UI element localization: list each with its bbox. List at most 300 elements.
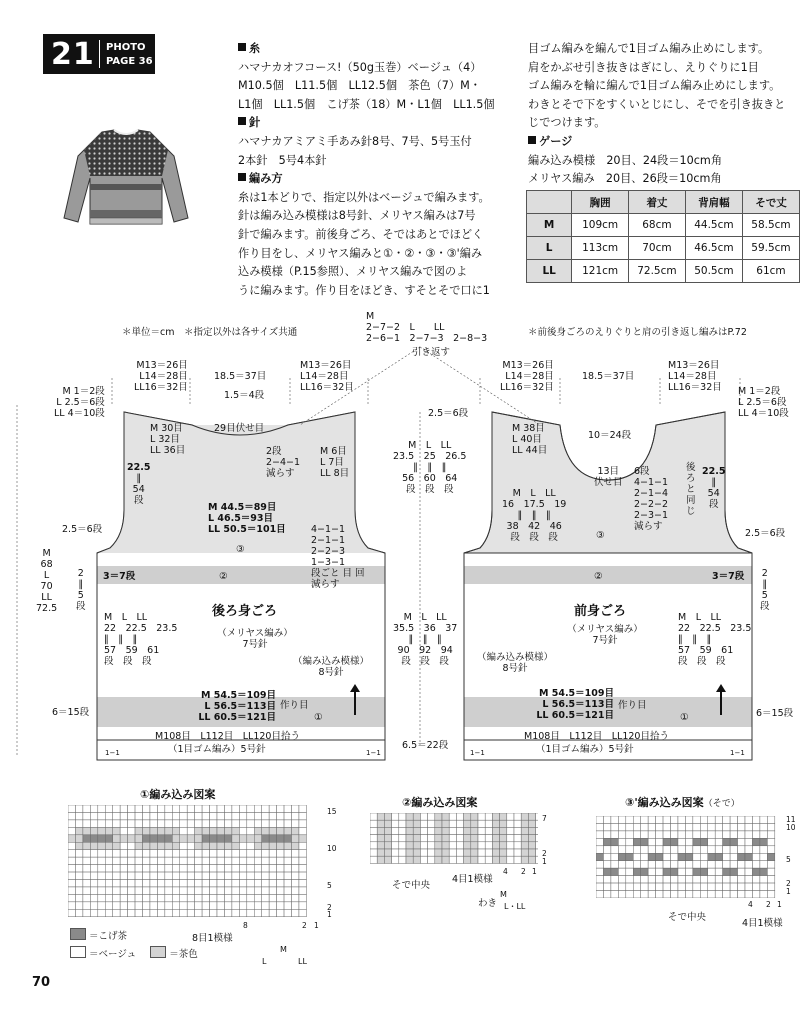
chart-cell bbox=[180, 857, 187, 864]
chart-cell bbox=[723, 861, 730, 868]
chart-cell bbox=[195, 909, 202, 916]
chart-cell bbox=[708, 891, 715, 898]
chart-cell bbox=[536, 849, 538, 856]
chart-cell bbox=[247, 812, 254, 819]
chart-cell bbox=[292, 894, 299, 901]
chart-cell bbox=[247, 909, 254, 916]
chart-cell bbox=[406, 835, 413, 842]
chart-cell bbox=[663, 853, 670, 860]
chart-cell bbox=[269, 820, 276, 827]
chart-cell bbox=[500, 813, 507, 820]
chart-cell bbox=[172, 894, 179, 901]
chart-cell bbox=[648, 861, 655, 868]
chart-cell bbox=[618, 831, 625, 838]
chart-cell bbox=[150, 850, 157, 857]
chart-cell bbox=[165, 842, 172, 849]
chart-cell bbox=[277, 909, 284, 916]
chart-cell bbox=[671, 876, 678, 883]
chart-cell bbox=[626, 823, 633, 830]
back-stockinette-label: （メリヤス編み） 7号針 bbox=[217, 628, 293, 650]
chart-cell bbox=[730, 876, 737, 883]
chart-cell bbox=[384, 827, 391, 834]
front-neck-width: 18.5＝37目 bbox=[582, 371, 635, 382]
chart-cell bbox=[618, 876, 625, 883]
chart-cell bbox=[656, 823, 663, 830]
chart-cell bbox=[603, 831, 610, 838]
chart-cell bbox=[420, 849, 427, 856]
chart3-col-2: 2 bbox=[766, 900, 771, 909]
chart-cell bbox=[269, 850, 276, 857]
chart-cell bbox=[90, 850, 97, 857]
chart-cell bbox=[68, 805, 75, 812]
chart-cell bbox=[299, 835, 306, 842]
chart-cell bbox=[767, 816, 774, 823]
chart-cell bbox=[83, 872, 90, 879]
chart-cell bbox=[449, 842, 456, 849]
chart-cell bbox=[210, 850, 217, 857]
chart-cell bbox=[202, 805, 209, 812]
chart-cell bbox=[210, 872, 217, 879]
chart-cell bbox=[157, 880, 164, 887]
chart-cell bbox=[492, 813, 499, 820]
chart-cell bbox=[700, 876, 707, 883]
chart-cell bbox=[232, 887, 239, 894]
front-same-as-back: 後ろと同じ bbox=[686, 462, 696, 517]
chart-cell bbox=[671, 853, 678, 860]
chart-cell bbox=[299, 812, 306, 819]
chart-cell bbox=[128, 880, 135, 887]
chart-cell bbox=[195, 805, 202, 812]
chart-cell bbox=[685, 876, 692, 883]
chart-cell bbox=[384, 849, 391, 856]
chart-cell bbox=[157, 805, 164, 812]
chart-cell bbox=[105, 880, 112, 887]
chart-cell bbox=[262, 812, 269, 819]
chart-cell bbox=[83, 880, 90, 887]
chart-cell bbox=[626, 883, 633, 890]
chart-cell bbox=[277, 820, 284, 827]
chart-cell bbox=[105, 865, 112, 872]
back-pattern-label: （編み込み模様） 8号針 bbox=[292, 656, 369, 678]
chart-cell bbox=[277, 902, 284, 909]
mid-armhole-height: M L LL 23.5 25 26.5 ‖ ‖ ‖ 56 60 64 段 段 段 bbox=[393, 440, 467, 495]
chart-cell bbox=[671, 891, 678, 898]
chart-cell bbox=[105, 894, 112, 901]
chart-cell bbox=[299, 909, 306, 916]
chart-cell bbox=[202, 850, 209, 857]
chart-cell bbox=[760, 891, 767, 898]
chart-cell bbox=[269, 887, 276, 894]
chart-cell bbox=[656, 876, 663, 883]
chart-cell bbox=[90, 842, 97, 849]
chart-cell bbox=[284, 872, 291, 879]
chart-cell bbox=[745, 816, 752, 823]
chart-cell bbox=[292, 805, 299, 812]
chart-cell bbox=[202, 894, 209, 901]
chart-cell bbox=[738, 846, 745, 853]
chart-cell bbox=[120, 835, 127, 842]
chart-cell bbox=[239, 872, 246, 879]
size-table-header: 胸囲 着丈 背肩幅 そで丈 bbox=[527, 191, 800, 214]
chart-cell bbox=[277, 842, 284, 849]
chart-cell bbox=[157, 894, 164, 901]
chart-cell bbox=[143, 805, 150, 812]
chart-cell bbox=[135, 902, 142, 909]
chart-cell bbox=[239, 820, 246, 827]
chart-cell bbox=[180, 812, 187, 819]
chart-cell bbox=[120, 872, 127, 879]
chart-cell bbox=[708, 831, 715, 838]
back-armhole-decrease: 4−1−1 2−1−1 2−2−3 1−3−1 段ごと 目 回 減らす bbox=[311, 524, 365, 590]
chart-cell bbox=[284, 865, 291, 872]
chart-cell bbox=[269, 909, 276, 916]
chart-cell bbox=[618, 861, 625, 868]
chart-cell bbox=[113, 909, 120, 916]
chart-cell bbox=[143, 887, 150, 894]
chart-cell bbox=[217, 909, 224, 916]
back-side-length: M L LL 22 22.5 23.5 ‖ ‖ ‖ 57 59 61 段 段 段 bbox=[104, 612, 178, 667]
chart-cell bbox=[292, 835, 299, 842]
chart-cell bbox=[224, 902, 231, 909]
chart-cell bbox=[165, 872, 172, 879]
chart-cell bbox=[68, 827, 75, 834]
chart-cell bbox=[180, 865, 187, 872]
chart-cell bbox=[730, 838, 737, 845]
chart-cell bbox=[262, 835, 269, 842]
chart-cell bbox=[90, 887, 97, 894]
chart-cell bbox=[648, 831, 655, 838]
chart-cell bbox=[224, 909, 231, 916]
chart-cell bbox=[478, 827, 485, 834]
chart-cell bbox=[456, 842, 463, 849]
chart-cell bbox=[180, 902, 187, 909]
photo-reference: PHOTO PAGE 36 bbox=[106, 42, 153, 67]
front-pattern-label: （編み込み模様） 8号針 bbox=[476, 652, 553, 674]
chart-cell bbox=[172, 850, 179, 857]
chart-cell bbox=[693, 876, 700, 883]
chart-cell bbox=[521, 820, 528, 827]
chart-cell bbox=[284, 902, 291, 909]
chart-cell bbox=[456, 849, 463, 856]
chart-cell bbox=[68, 850, 75, 857]
chart-cell bbox=[292, 820, 299, 827]
chart-cell bbox=[626, 853, 633, 860]
chart-cell bbox=[284, 894, 291, 901]
chart-cell bbox=[269, 827, 276, 834]
front-cast-off: 13目 伏せ目 bbox=[594, 466, 623, 488]
chart-cell bbox=[626, 831, 633, 838]
chart1-row-2: 2 bbox=[327, 903, 332, 912]
chart-cell bbox=[195, 872, 202, 879]
chart-cell bbox=[299, 842, 306, 849]
pattern-number: 21 bbox=[51, 37, 95, 72]
chart-cell bbox=[202, 835, 209, 842]
chart-cell bbox=[626, 846, 633, 853]
unit-note: ＊単位＝cm ＊指定以外は各サイズ共通 bbox=[122, 327, 298, 338]
chart-cell bbox=[521, 827, 528, 834]
chart-cell bbox=[262, 805, 269, 812]
chart-cell bbox=[663, 883, 670, 890]
chart-cell bbox=[195, 820, 202, 827]
chart-cell bbox=[399, 827, 406, 834]
chart-cell bbox=[745, 868, 752, 875]
chart-cell bbox=[678, 853, 685, 860]
chart-cell bbox=[75, 857, 82, 864]
chart-cell bbox=[254, 902, 261, 909]
chart-cell bbox=[715, 838, 722, 845]
chart-cell bbox=[217, 872, 224, 879]
chart-cell bbox=[715, 846, 722, 853]
chart-cell bbox=[442, 849, 449, 856]
chart-cell bbox=[105, 812, 112, 819]
chart-cell bbox=[723, 891, 730, 898]
chart-cell bbox=[471, 849, 478, 856]
chart-cell bbox=[128, 835, 135, 842]
spec-line: L1個 LL1.5個 こげ茶（18）M・L1個 LL1.5個 bbox=[238, 97, 495, 111]
chart-cell bbox=[143, 827, 150, 834]
chart-cell bbox=[299, 894, 306, 901]
chart-cell bbox=[217, 812, 224, 819]
spec-line: 編み込み模様 20目、24段＝10cm角 bbox=[528, 153, 723, 167]
chart-cell bbox=[284, 835, 291, 842]
chart-cell bbox=[187, 857, 194, 864]
chart-cell bbox=[262, 820, 269, 827]
chart-cell bbox=[641, 883, 648, 890]
chart-cell bbox=[521, 835, 528, 842]
chart-cell bbox=[217, 880, 224, 887]
chart-cell bbox=[98, 887, 105, 894]
chart-cell bbox=[232, 850, 239, 857]
chart-cell bbox=[464, 842, 471, 849]
chart-cell bbox=[406, 842, 413, 849]
chart-cell bbox=[760, 823, 767, 830]
chart-cell bbox=[752, 861, 759, 868]
chart-cell bbox=[128, 865, 135, 872]
chart-cell bbox=[442, 827, 449, 834]
chart-cell bbox=[730, 883, 737, 890]
chart-cell bbox=[75, 880, 82, 887]
chart-cell bbox=[217, 820, 224, 827]
chart-cell bbox=[254, 805, 261, 812]
chart-cell bbox=[626, 838, 633, 845]
chart-cell bbox=[120, 812, 127, 819]
chart-cell bbox=[247, 842, 254, 849]
chart-cell bbox=[760, 868, 767, 875]
chart-cell bbox=[723, 823, 730, 830]
chart-cell bbox=[671, 861, 678, 868]
chart-cell bbox=[150, 842, 157, 849]
back-neck-stitches-left: M 30目 L 32目 LL 36目 bbox=[150, 423, 186, 456]
chart-cell bbox=[685, 891, 692, 898]
chart-cell bbox=[180, 850, 187, 857]
chart-cell bbox=[399, 842, 406, 849]
chart-cell bbox=[603, 876, 610, 883]
chart2-m: M bbox=[500, 890, 507, 899]
chart-cell bbox=[232, 894, 239, 901]
front-armhole-height: 22.5 ‖ 54 段 bbox=[702, 466, 726, 510]
chart-cell bbox=[105, 909, 112, 916]
chart-cell bbox=[492, 827, 499, 834]
chart-cell bbox=[113, 812, 120, 819]
spec-line: 作り目をし、メリヤス編みと①・②・③・③'編み bbox=[238, 246, 483, 260]
chart-cell bbox=[656, 831, 663, 838]
chart-cell bbox=[195, 902, 202, 909]
chart-cell bbox=[760, 838, 767, 845]
chart-cell bbox=[98, 835, 105, 842]
chart-cell bbox=[90, 812, 97, 819]
chart-cell bbox=[75, 820, 82, 827]
chart-cell bbox=[700, 883, 707, 890]
chart-cell bbox=[292, 842, 299, 849]
chart-cell bbox=[413, 820, 420, 827]
chart-cell bbox=[730, 823, 737, 830]
chart-cell bbox=[98, 872, 105, 879]
chart-cell bbox=[157, 909, 164, 916]
chart-cell bbox=[693, 853, 700, 860]
chart-cell bbox=[442, 856, 449, 863]
back-width-mid: M 44.5＝89目 L 46.5＝93目 LL 50.5＝101目 bbox=[208, 502, 286, 535]
chart-cell bbox=[603, 823, 610, 830]
back-rib-pickup: M108目 L112目 LL120目拾う bbox=[155, 731, 300, 742]
chart-cell bbox=[528, 842, 535, 849]
chart-cell bbox=[135, 827, 142, 834]
back-circle-1: ① bbox=[314, 712, 323, 723]
chart-cell bbox=[370, 842, 377, 849]
chart-cell bbox=[596, 823, 603, 830]
chart-cell bbox=[172, 842, 179, 849]
chart-cell bbox=[68, 880, 75, 887]
chart-cell bbox=[693, 823, 700, 830]
chart-cell bbox=[767, 831, 774, 838]
chart-cell bbox=[392, 827, 399, 834]
chart-cell bbox=[187, 835, 194, 842]
chart-cell bbox=[685, 823, 692, 830]
chart-cell bbox=[603, 838, 610, 845]
chart-cell bbox=[745, 861, 752, 868]
back-rib-needle: （1目ゴム編み）5号針 bbox=[168, 744, 266, 755]
chart-cell bbox=[120, 820, 127, 827]
chart-cell bbox=[224, 880, 231, 887]
chart-cell bbox=[420, 813, 427, 820]
chart-cell bbox=[626, 868, 633, 875]
chart-cell bbox=[618, 816, 625, 823]
chart-cell bbox=[150, 820, 157, 827]
chart-cell bbox=[68, 894, 75, 901]
back-bottom-width: M 54.5＝109目 L 56.5＝113目 LL 60.5＝121目 bbox=[198, 690, 276, 723]
chart2-repeat: 4目1模様 bbox=[452, 874, 493, 885]
chart-cell bbox=[507, 813, 514, 820]
chart-cell bbox=[224, 850, 231, 857]
chart-cell bbox=[618, 846, 625, 853]
chart-cell bbox=[150, 827, 157, 834]
chart-cell bbox=[428, 842, 435, 849]
chart-cell bbox=[217, 805, 224, 812]
chart-cell bbox=[83, 850, 90, 857]
chart-cell bbox=[247, 850, 254, 857]
chart-cell bbox=[377, 813, 384, 820]
chart-cell bbox=[172, 857, 179, 864]
chart-cell bbox=[232, 880, 239, 887]
chart-cell bbox=[428, 856, 435, 863]
chart-cell bbox=[715, 823, 722, 830]
chart-cell bbox=[277, 805, 284, 812]
chart-cell bbox=[180, 827, 187, 834]
chart-cell bbox=[464, 835, 471, 842]
chart-cell bbox=[239, 865, 246, 872]
front-hem-rows: 6＝15段 bbox=[756, 708, 794, 719]
chart-cell bbox=[685, 831, 692, 838]
chart-cell bbox=[626, 861, 633, 868]
chart-cell bbox=[760, 861, 767, 868]
chart-cell bbox=[269, 857, 276, 864]
chart-cell bbox=[656, 838, 663, 845]
chart-cell bbox=[299, 827, 306, 834]
chart-cell bbox=[195, 842, 202, 849]
chart-cell bbox=[392, 849, 399, 856]
chart-cell bbox=[528, 827, 535, 834]
spec-line: M10.5個 L11.5個 LL12.5個 茶色（7）M・ bbox=[238, 79, 481, 93]
back-rib-mark-left: 1−1 bbox=[105, 749, 120, 757]
chart-cell bbox=[83, 902, 90, 909]
chart-cell bbox=[663, 876, 670, 883]
chart-cell bbox=[377, 835, 384, 842]
chart-cell bbox=[98, 820, 105, 827]
chart-cell bbox=[224, 857, 231, 864]
front-shoulder-rows: M 1＝2段 L 2.5＝6段 LL 4＝10段 bbox=[738, 386, 789, 419]
chart-cell bbox=[292, 872, 299, 879]
chart-cell bbox=[68, 842, 75, 849]
chart-cell bbox=[90, 835, 97, 842]
chart-cell bbox=[738, 816, 745, 823]
chart-cell bbox=[172, 835, 179, 842]
chart-cell bbox=[428, 827, 435, 834]
chart-cell bbox=[210, 902, 217, 909]
chart-cell bbox=[299, 880, 306, 887]
chart-cell bbox=[611, 838, 618, 845]
chart-cell bbox=[210, 805, 217, 812]
front-bottom-width: M 54.5＝109目 L 56.5＝113目 LL 60.5＝121目 bbox=[536, 688, 614, 721]
chart-cell bbox=[392, 820, 399, 827]
chart-cell bbox=[210, 835, 217, 842]
chart-cell bbox=[384, 820, 391, 827]
chart-cell bbox=[247, 894, 254, 901]
chart-cell bbox=[187, 865, 194, 872]
chart-cell bbox=[105, 820, 112, 827]
chart-cell bbox=[678, 868, 685, 875]
chart-cell bbox=[413, 827, 420, 834]
chart-cell bbox=[449, 820, 456, 827]
back-neck-cast-off: 29目伏せ目 bbox=[214, 423, 265, 434]
chart-cell bbox=[536, 827, 538, 834]
chart-cell bbox=[254, 894, 261, 901]
chart-cell bbox=[68, 909, 75, 916]
chart-cell bbox=[377, 820, 384, 827]
chart-cell bbox=[456, 813, 463, 820]
chart-cell bbox=[745, 831, 752, 838]
chart3-row-5: 5 bbox=[786, 855, 791, 864]
chart-cell bbox=[767, 883, 774, 890]
chart-cell bbox=[767, 868, 774, 875]
chart-cell bbox=[435, 835, 442, 842]
chart-cell bbox=[671, 823, 678, 830]
chart-cell bbox=[738, 883, 745, 890]
chart-cell bbox=[217, 850, 224, 857]
chart-cell bbox=[105, 827, 112, 834]
chart-cell bbox=[492, 820, 499, 827]
chart-cell bbox=[611, 853, 618, 860]
chart-cell bbox=[641, 838, 648, 845]
chart-cell bbox=[180, 805, 187, 812]
